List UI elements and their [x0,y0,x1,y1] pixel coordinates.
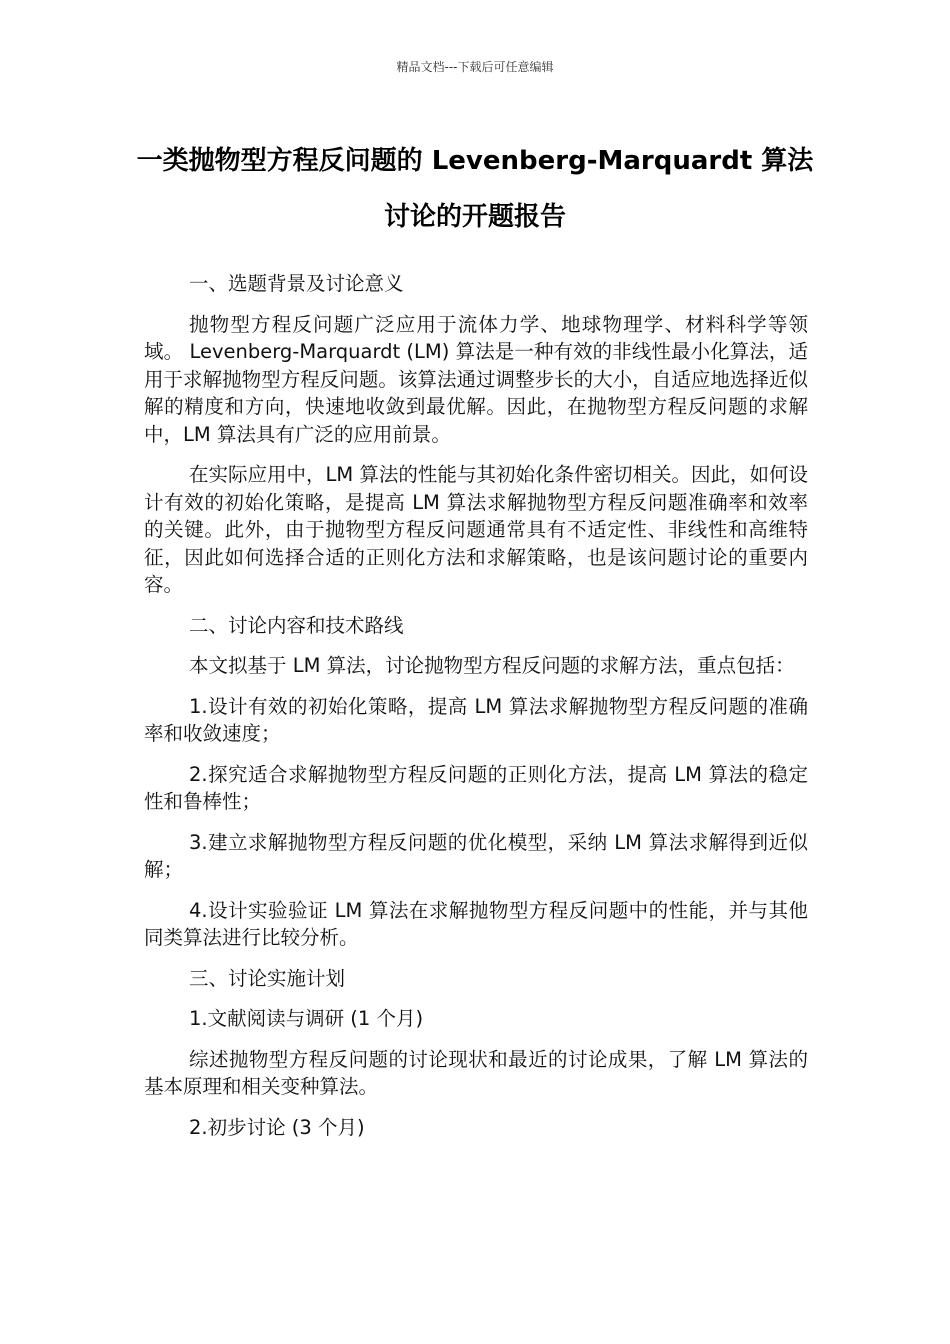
body-paragraph: 抛物型方程反问题广泛应用于流体力学、地球物理学、材料科学等领域。 Levenberg-Marquardt (LM) 算法是一种有效的非线性最小化算法，适用于求解抛物型方程反问题。该算法通过调整步长的大小，自适应地选择近似解的精度和方向，快速地收敛到最优解。因此，在抛物型方程反问题的求解中，LM 算法具有广泛的应用前景。 [144,312,808,446]
list-item: 1.设计有效的初始化策略，提高 LM 算法求解抛物型方程反问题的准确率和收敛速度； [144,694,808,745]
list-item: 2.探究适合求解抛物型方程反问题的正则化方法，提高 LM 算法的稳定性和鲁棒性； [144,762,808,813]
plan-item: 2.初步讨论 (3 个月) [189,1115,365,1139]
body-paragraph: 在实际应用中，LM 算法的性能与其初始化条件密切相关。因此，如何设计有效的初始化策略，是提高 LM 算法求解抛物型方程反问题准确率和效率的关键。此外，由于抛物型方程反问题通常具有不适定性、非线性和高维特征，因此如何选择合适的正则化方法和求解策略，也是该问题讨论的重要内容。 [144,463,808,596]
body-paragraph: 本文拟基于 LM 算法，讨论抛物型方程反问题的求解方法，重点包括： [189,654,795,677]
body-paragraph: 综述抛物型方程反问题的讨论现状和最近的讨论成果，了解 LM 算法的基本原理和相关变种算法。 [144,1047,808,1098]
section-heading: 三、讨论实施计划 [189,966,346,990]
section-heading: 二、讨论内容和技术路线 [189,613,404,637]
list-item: 4.设计实验验证 LM 算法在求解抛物型方程反问题中的性能，并与其他同类算法进行比较分析。 [144,898,808,949]
document-body [144,270,808,1154]
page-header: 精品文档---下载后可任意编辑 [396,60,554,74]
document-title-line-1: 一类抛物型方程反问题的 Levenberg-Marquardt 算法 [136,146,814,176]
list-item: 3.建立求解抛物型方程反问题的优化模型，采纳 LM 算法求解得到近似解； [144,830,808,881]
plan-item: 1.文献阅读与调研 (1 个月) [189,1007,424,1030]
section-heading: 一、选题背景及讨论意义 [189,272,404,295]
document-title-line-2: 讨论的开题报告 [383,202,566,232]
